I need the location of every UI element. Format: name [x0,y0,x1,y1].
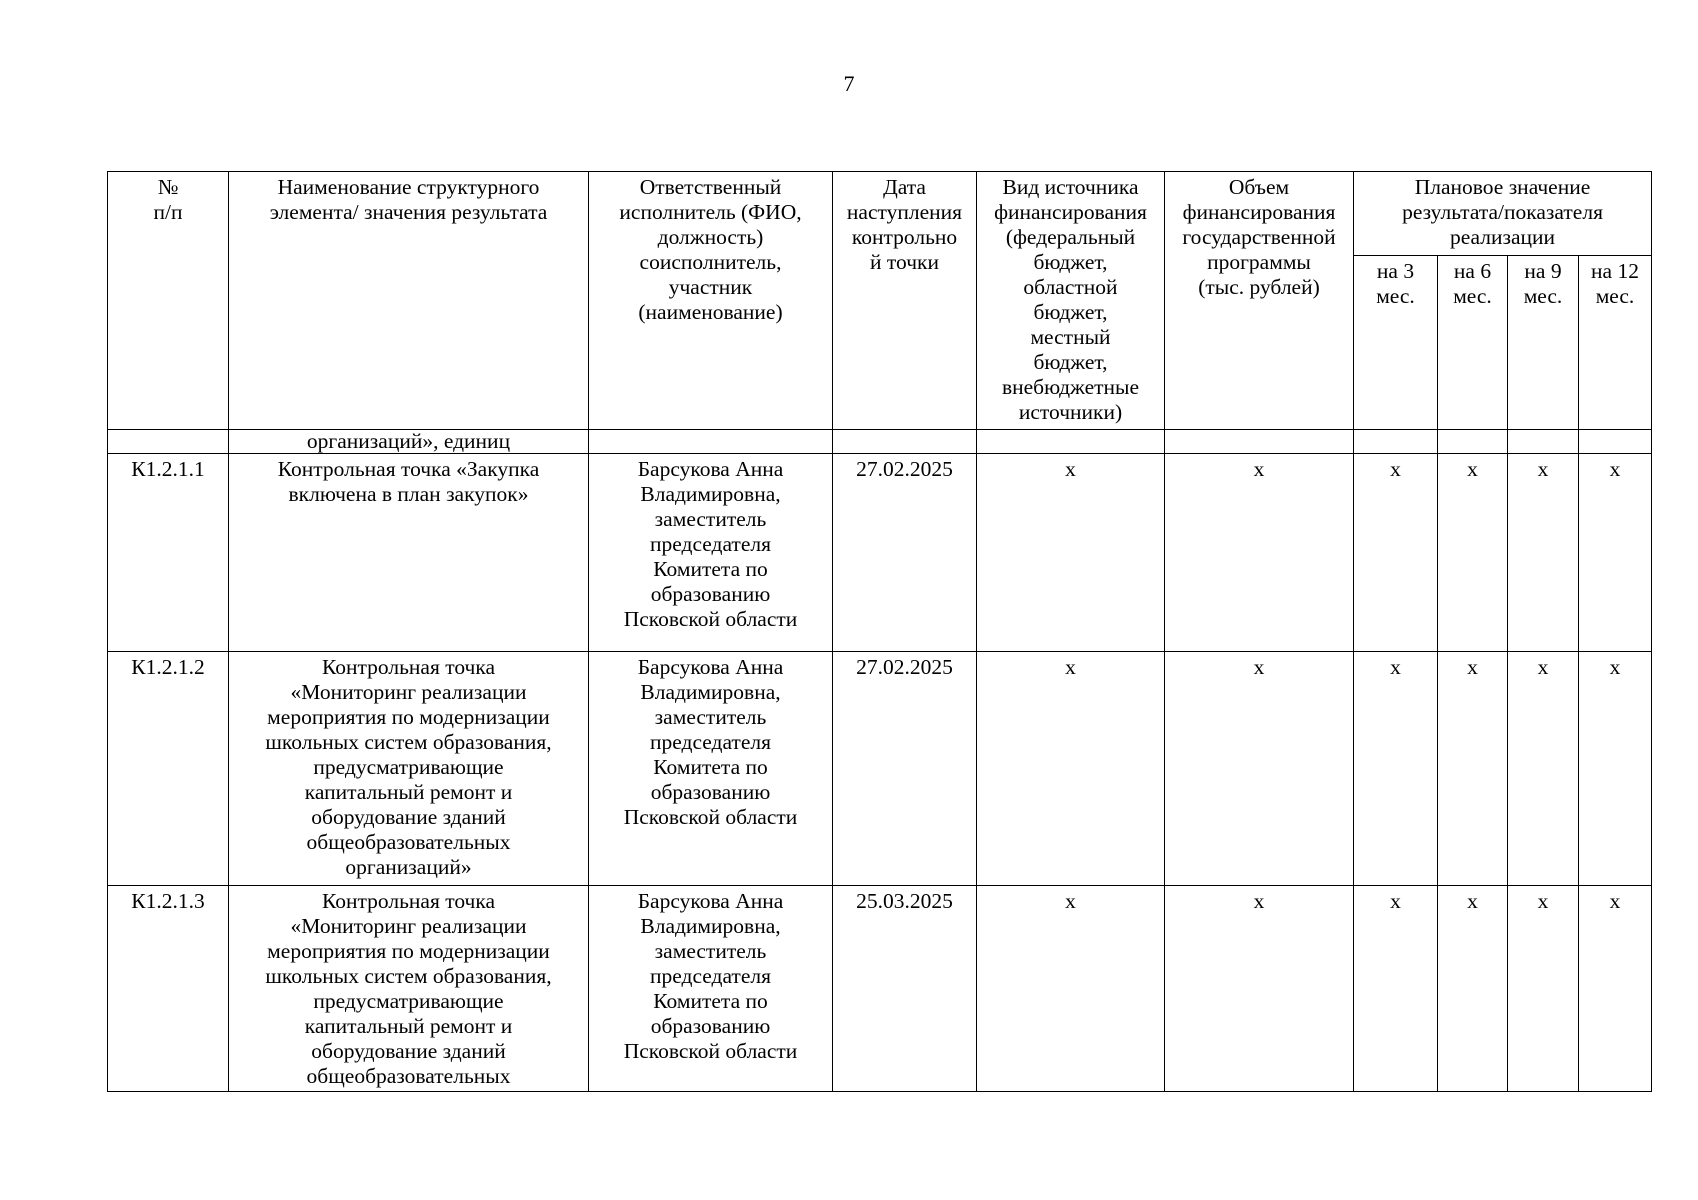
cell-date: 25.03.2025 [833,886,977,1092]
cell-source: х [977,454,1165,652]
cell-month-9: х [1508,886,1579,1092]
cell-month-3: х [1354,886,1438,1092]
cell-empty [108,430,229,454]
cell-volume: х [1165,652,1354,886]
header-planned: Плановое значение результата/показателя реализации [1354,172,1652,256]
cell-volume: х [1165,886,1354,1092]
cell-month-6: х [1438,454,1508,652]
cell-month-6: х [1438,886,1508,1092]
cell-empty [833,430,977,454]
page-number: 7 [843,71,855,96]
table-row [108,454,1652,652]
table-header-row [108,172,1652,256]
table-row-continuation [108,430,1652,454]
cell-empty [1579,430,1652,454]
header-num: № п/п [108,172,229,430]
cell-id: К1.2.1.3 [108,886,229,1092]
header-volume: Объем финансирования государственной программы (тыс. рублей) [1165,172,1354,430]
header-month-3: на 3 мес. [1354,256,1438,430]
cell-continuation-text: организаций», единиц [229,430,589,454]
cell-month-3: х [1354,454,1438,652]
cell-id: К1.2.1.1 [108,454,229,652]
cell-date: 27.02.2025 [833,454,977,652]
cell-executor: Барсукова Анна Владимировна, заместитель председателя Комитета по образованию Псковской области [589,886,833,1092]
cell-id: К1.2.1.2 [108,652,229,886]
cell-month-3: х [1354,652,1438,886]
cell-month-9: х [1508,454,1579,652]
cell-name: Контрольная точка «Мониторинг реализации мероприятия по модернизации школьных систем образования, предусматривающие капитальный ремонт и оборудование зданий общеобразовательных организаций» [229,652,589,886]
cell-name: Контрольная точка «Закупка включена в план закупок» [229,454,589,652]
header-month-6: на 6 мес. [1438,256,1508,430]
cell-month-12: х [1579,652,1652,886]
header-date: Дата наступления контрольно й точки [833,172,977,430]
header-executor: Ответственный исполнитель (ФИО, должность) соисполнитель, участник (наименование) [589,172,833,430]
table-row [108,886,1652,1092]
cell-month-9: х [1508,652,1579,886]
cell-empty [1354,430,1438,454]
table-row [108,652,1652,886]
header-month-12: на 12 мес. [1579,256,1652,430]
control-points-table [107,171,1652,1092]
cell-date: 27.02.2025 [833,652,977,886]
header-source: Вид источника финансирования (федеральный бюджет, областной бюджет, местный бюджет, внебюджетные источники) [977,172,1165,430]
cell-empty [1508,430,1579,454]
header-month-9: на 9 мес. [1508,256,1579,430]
cell-month-12: х [1579,886,1652,1092]
cell-volume: х [1165,454,1354,652]
header-name: Наименование структурного элемента/ значения результата [229,172,589,430]
cell-empty [1165,430,1354,454]
cell-month-12: х [1579,454,1652,652]
cell-source: х [977,886,1165,1092]
cell-name: Контрольная точка «Мониторинг реализации мероприятия по модернизации школьных систем образования, предусматривающие капитальный ремонт и оборудование зданий общеобразовательных [229,886,589,1092]
cell-empty [1438,430,1508,454]
cell-source: х [977,652,1165,886]
cell-empty [589,430,833,454]
cell-executor: Барсукова Анна Владимировна, заместитель председателя Комитета по образованию Псковской области [589,454,833,652]
cell-empty [977,430,1165,454]
cell-executor: Барсукова Анна Владимировна, заместитель председателя Комитета по образованию Псковской области [589,652,833,886]
cell-month-6: х [1438,652,1508,886]
